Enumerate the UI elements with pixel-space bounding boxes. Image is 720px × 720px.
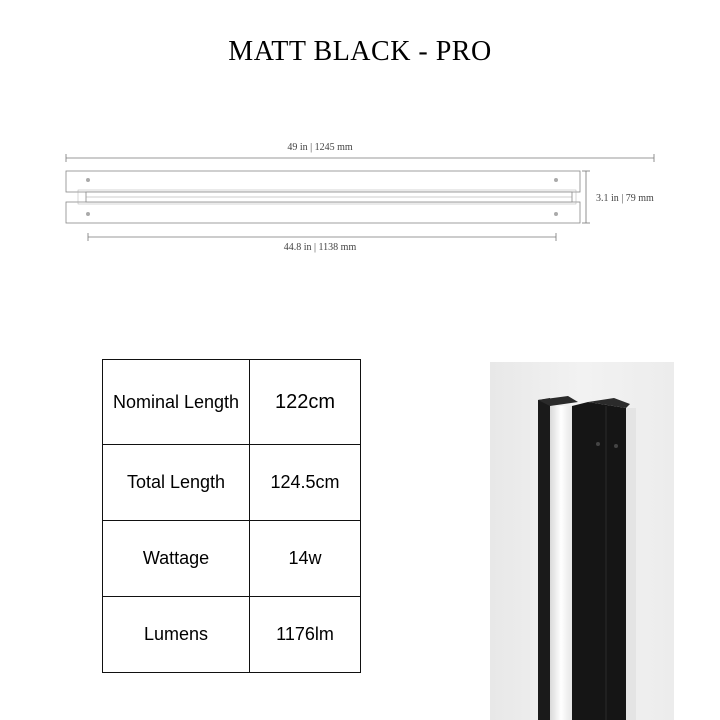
table-row — [103, 445, 361, 521]
mount-length-dimension — [88, 233, 556, 253]
screw-icon — [596, 442, 600, 446]
screw-hole-icon — [554, 178, 558, 182]
light-bar-outline — [66, 171, 580, 223]
table-row — [103, 597, 361, 673]
screw-icon — [614, 444, 618, 448]
specs-table — [102, 359, 361, 673]
screw-hole-icon — [554, 212, 558, 216]
spec-value: 1176lm — [250, 597, 361, 673]
dimension-drawing — [0, 130, 720, 260]
spec-label: Nominal Length — [103, 360, 250, 445]
spec-label: Lumens — [103, 597, 250, 673]
product-photo — [490, 362, 674, 720]
spec-value: 124.5cm — [250, 445, 361, 521]
screw-hole-icon — [86, 212, 90, 216]
overall-length-label: 49 in | 1245 mm — [287, 142, 353, 153]
table-row — [103, 360, 361, 445]
overall-length-dimension — [66, 142, 654, 162]
page-title: MATT BLACK - PRO — [228, 36, 492, 67]
height-label: 3.1 in | 79 mm — [596, 193, 654, 204]
spec-label: Wattage — [103, 521, 250, 597]
screw-hole-icon — [86, 178, 90, 182]
spec-label: Total Length — [103, 445, 250, 521]
spec-value: 122cm — [250, 360, 361, 445]
height-dimension — [582, 171, 654, 223]
spec-value: 14w — [250, 521, 361, 597]
table-row — [103, 521, 361, 597]
mount-length-label: 44.8 in | 1138 mm — [283, 242, 357, 253]
